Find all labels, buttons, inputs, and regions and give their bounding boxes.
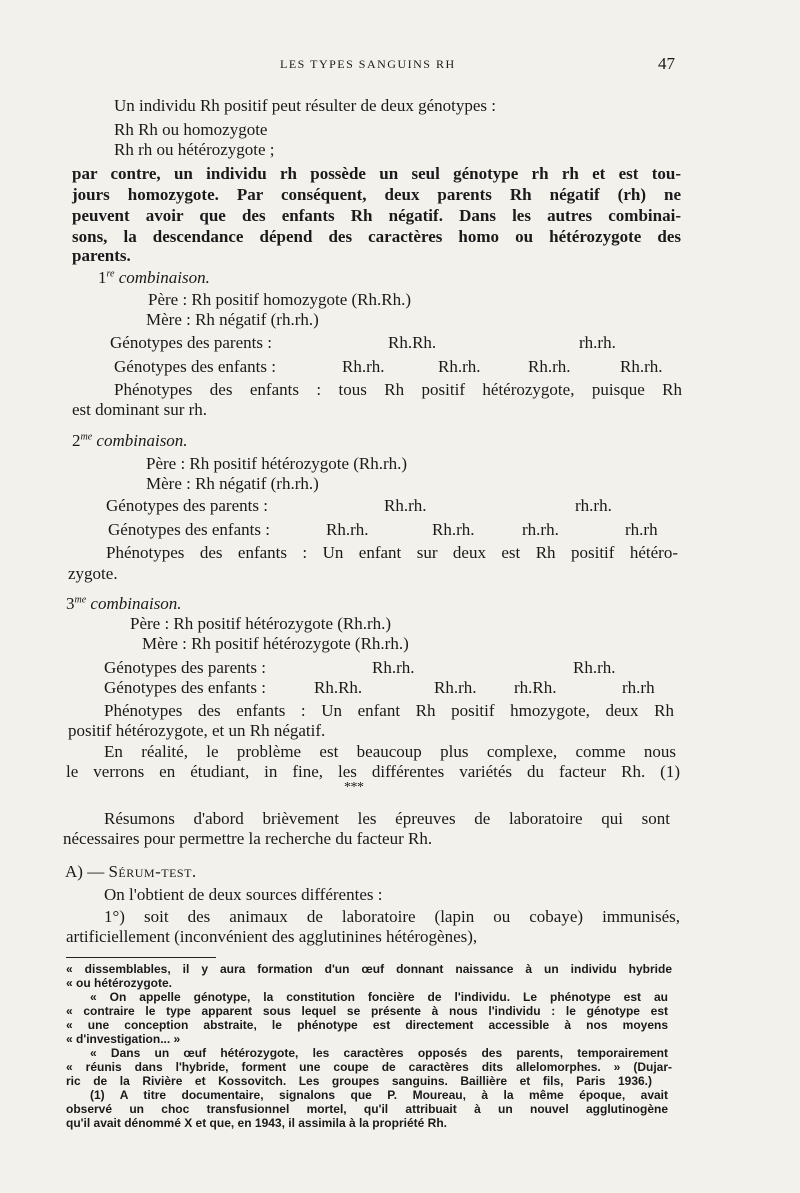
serum-line-3: artificiellement (inconvénient des agglutinines hétérogènes), <box>66 927 478 946</box>
combination-2-child-genotype: Rh.rh. <box>326 520 369 539</box>
bold-paragraph-line-3: peuvent avoir que des enfants Rh négatif. Dans les autres combinai- <box>72 206 681 225</box>
footnote-line: « dissemblables, il y aura formation d'un œuf donnant naissance à un individu hybride <box>66 962 672 976</box>
combination-2-child-genotype: Rh.rh. <box>432 520 475 539</box>
combination-3-child-genotype: rh.rh <box>622 678 655 697</box>
combination-2-phenotype-line-2: zygote. <box>68 564 118 583</box>
combination-3-heading: $3^{me}$ combinaison. <box>66 594 182 613</box>
footnote-line: « ou hétérozygote. <box>66 976 173 990</box>
bold-paragraph-line-5: parents. <box>72 246 131 265</box>
summary-line-2: nécessaires pour permettre la recherche du facteur Rh. <box>63 829 433 848</box>
serum-line-1: On l'obtient de deux sources différentes : <box>104 885 383 904</box>
combination-1-child-genotype: Rh.rh. <box>342 357 385 376</box>
combination-3-mother: Mère : Rh positif hétérozygote (Rh.rh.) <box>142 634 409 653</box>
combination-1-parents-label: Génotypes des parents : <box>110 333 272 352</box>
combination-3-parents-label: Génotypes des parents : <box>104 658 266 677</box>
combination-2-child-genotype: rh.rh <box>625 520 658 539</box>
footnote-line: « réunis dans l'hybride, forment une coupe de caractères dits allelomorphes. » (Dujar- <box>66 1060 672 1074</box>
combination-2-children-label: Génotypes des enfants : <box>108 520 270 539</box>
combination-3-phenotype-line-1: Phénotypes des enfants : Un enfant Rh positif hmozygote, deux Rh <box>104 701 674 720</box>
combination-3-parent-genotype: Rh.rh. <box>372 658 415 677</box>
combination-2-heading: $2^{me}$ combinaison. <box>72 431 188 450</box>
bold-paragraph-line-2: jours homozygote. Par conséquent, deux parents Rh négatif (rh) ne <box>72 185 681 204</box>
footnote-line: observé un choc transfusionnel mortel, qu'il attribuait à un nouvel agglutinogène <box>66 1102 668 1116</box>
genotype-heterozygote: Rh rh ou hétérozygote ; <box>114 140 275 159</box>
section-a-heading: A) — Sérum-test. <box>65 862 197 881</box>
combination-3-parent-genotype: Rh.rh. <box>573 658 616 677</box>
summary-line-1: Résumons d'abord brièvement les épreuves de laboratoire qui sont <box>104 809 670 828</box>
combination-2-child-genotype: rh.rh. <box>522 520 559 539</box>
section-separator-stars: * * * <box>344 780 362 795</box>
footnote-line: ric de la Rivière et Kossovitch. Les groupes sanguins. Baillière et fils, Paris 1936.) <box>66 1074 652 1088</box>
combination-1-phenotype-line-2: est dominant sur rh. <box>72 400 208 419</box>
combination-1-child-genotype: Rh.rh. <box>438 357 481 376</box>
bold-paragraph-line-4: sons, la descendance dépend des caractères homo ou hétérozygote des <box>72 227 681 246</box>
combination-2-mother: Mère : Rh négatif (rh.rh.) <box>146 474 319 493</box>
combination-1-mother: Mère : Rh négatif (rh.rh.) <box>146 310 319 329</box>
combination-1-child-genotype: Rh.rh. <box>620 357 663 376</box>
footnote-line: « On appelle génotype, la constitution foncière de l'individu. Le phénotype est au <box>90 990 668 1004</box>
combination-1-child-genotype: Rh.rh. <box>528 357 571 376</box>
combination-3-father: Père : Rh positif hétérozygote (Rh.rh.) <box>130 614 392 633</box>
combination-2-father: Père : Rh positif hétérozygote (Rh.rh.) <box>146 454 408 473</box>
combination-3-child-genotype: rh.Rh. <box>514 678 557 697</box>
page-number: 47 <box>658 54 675 73</box>
footnote-line: « Dans un œuf hétérozygote, les caractères opposés des parents, temporairement <box>90 1046 668 1060</box>
running-title: LES TYPES SANGUINS RH <box>280 57 456 71</box>
genotype-homozygote: Rh Rh ou homozygote <box>114 120 268 139</box>
intro-line: Un individu Rh positif peut résulter de deux génotypes : <box>114 96 496 115</box>
combination-3-child-genotype: Rh.Rh. <box>314 678 363 697</box>
reality-line-2: le verrons en étudiant, in fine, les différentes variétés du facteur Rh. (1) <box>66 762 680 781</box>
footnote-line: qu'il avait dénommé X et que, en 1943, il assimila à la propriété Rh. <box>66 1116 447 1130</box>
combination-2-parents-label: Génotypes des parents : <box>106 496 268 515</box>
footnote-rule <box>66 957 216 958</box>
serum-line-2: 1°) soit des animaux de laboratoire (lapin ou cobaye) immunisés, <box>104 907 680 926</box>
combination-1-parent-genotype: rh.rh. <box>579 333 616 352</box>
combination-2-parent-genotype: Rh.rh. <box>384 496 427 515</box>
footnote-line: « d'investigation... » <box>66 1032 181 1046</box>
footnote-line: « contraire le type apparent sous lequel se présente à nous l'individu : le génotype est <box>66 1004 668 1018</box>
combination-2-parent-genotype: rh.rh. <box>575 496 612 515</box>
footnote-line: (1) A titre documentaire, signalons que P. Moureau, à la même époque, avait <box>90 1088 668 1102</box>
combination-1-children-label: Génotypes des enfants : <box>114 357 276 376</box>
combination-2-phenotype-line-1: Phénotypes des enfants : Un enfant sur deux est Rh positif hétéro- <box>106 543 678 562</box>
combination-1-phenotype-line-1: Phénotypes des enfants : tous Rh positif hétérozygote, puisque Rh <box>114 380 682 399</box>
combination-3-child-genotype: Rh.rh. <box>434 678 477 697</box>
reality-line-1: En réalité, le problème est beaucoup plus complexe, comme nous <box>104 742 676 761</box>
combination-1-heading: 1re combinaison. <box>98 268 210 287</box>
footnote-line: « une conception abstraite, le phénotype est directement accessible à nos moyens <box>66 1018 668 1032</box>
bold-paragraph-line-1: par contre, un individu rh possède un seul génotype rh rh et est tou- <box>72 164 681 183</box>
combination-3-phenotype-line-2: positif hétérozygote, et un Rh négatif. <box>68 721 326 740</box>
combination-1-parent-genotype: Rh.Rh. <box>388 333 437 352</box>
combination-3-children-label: Génotypes des enfants : <box>104 678 266 697</box>
combination-1-father: Père : Rh positif homozygote (Rh.Rh.) <box>148 290 412 309</box>
